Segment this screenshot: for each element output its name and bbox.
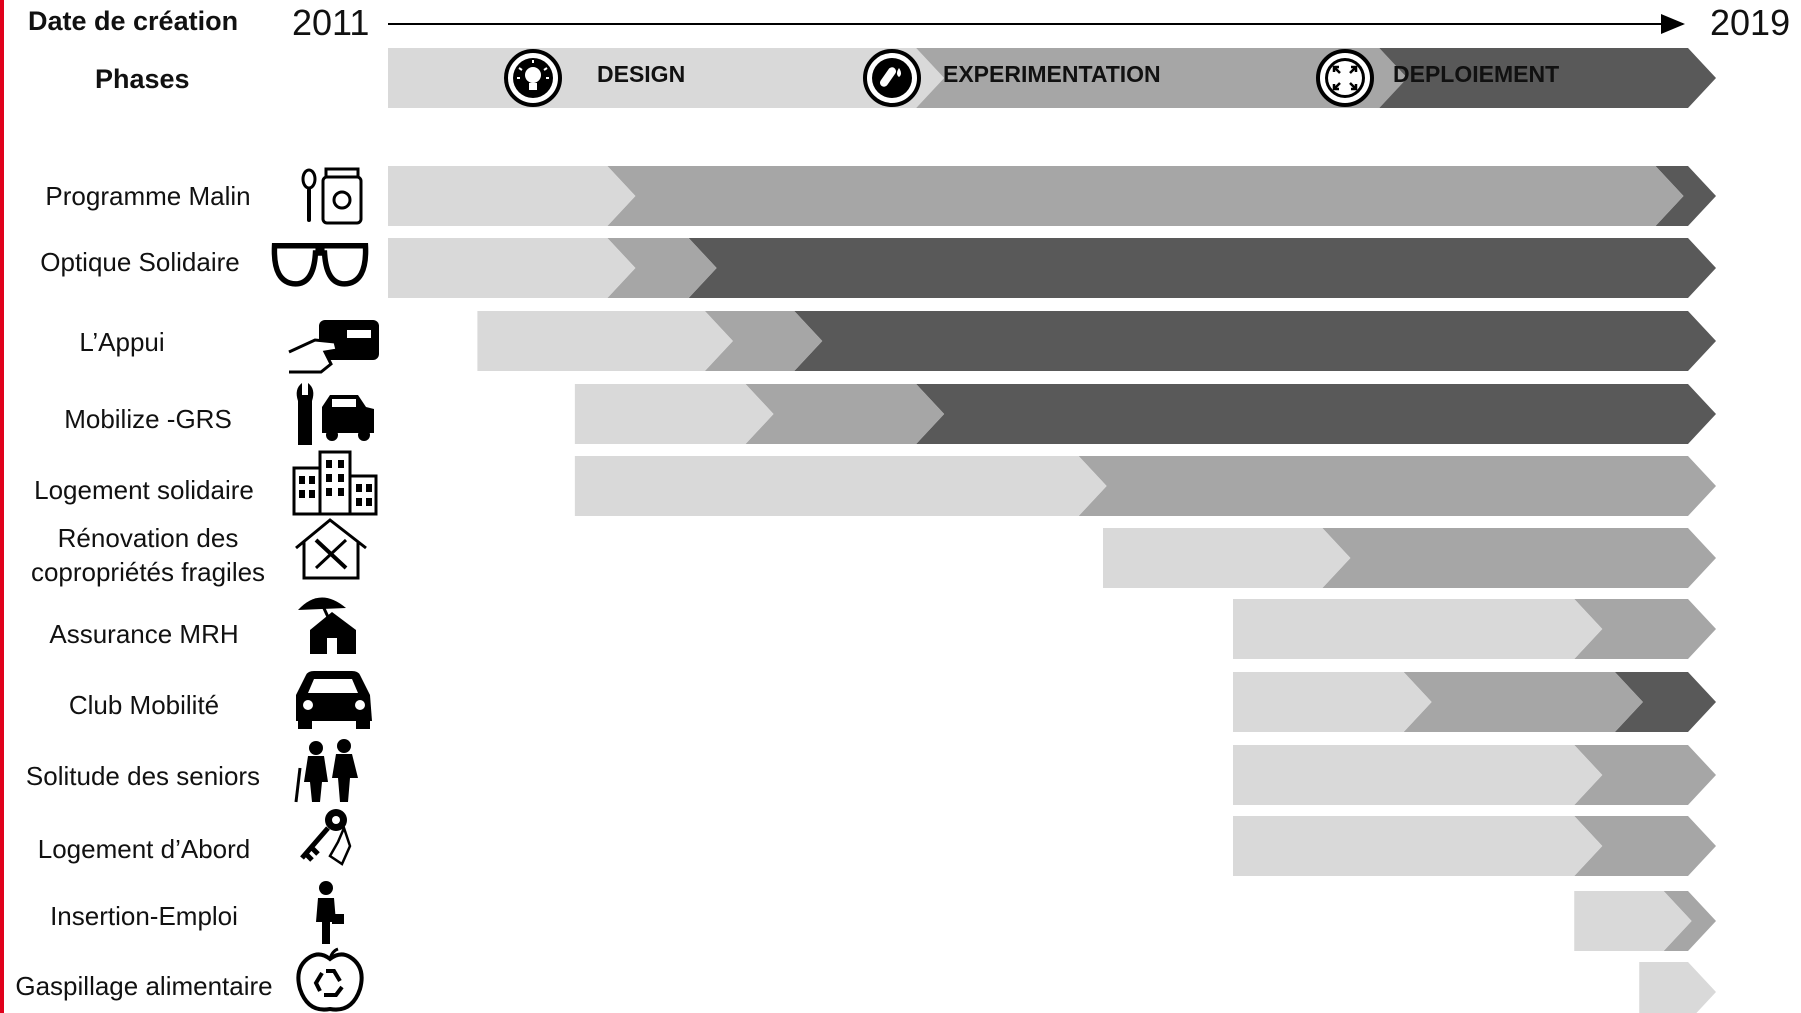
bar-segment-10-design xyxy=(1233,816,1602,876)
bar-segment-8-experimentation xyxy=(1404,672,1643,732)
project-label-programme-malin: Programme Malin xyxy=(45,181,251,211)
lightbulb-icon xyxy=(503,48,563,108)
bar-segment-12-design xyxy=(1639,962,1716,1013)
project-label-gaspillage: Gaspillage alimentaire xyxy=(15,971,273,1001)
test-tube-icon xyxy=(862,48,922,108)
project-bars xyxy=(388,166,1716,1013)
phases-label: Phases xyxy=(95,64,190,94)
project-label-logement-solidaire: Logement solidaire xyxy=(34,475,254,505)
bar-segment-7-design xyxy=(1233,599,1602,659)
project-label-logement-abord: Logement d’Abord xyxy=(37,834,251,864)
bar-segment-5-design xyxy=(575,456,1107,516)
project-label-club-mobilite: Club Mobilité xyxy=(68,690,220,720)
project-label-renovation: Rénovation des copropriétés fragiles xyxy=(30,523,266,587)
bar-segment-1-experimentation xyxy=(607,166,1683,226)
bar-segment-4-deploiement xyxy=(916,384,1716,444)
bar-segment-8-design xyxy=(1233,672,1432,732)
glasses-icon xyxy=(270,230,370,296)
end-year: 2019 xyxy=(1710,2,1791,43)
spoon-jar-icon xyxy=(290,163,390,229)
bar-segment-5-experimentation xyxy=(1079,456,1716,516)
bar-segment-2-design xyxy=(388,238,635,298)
date-creation-label: Date de création xyxy=(28,6,239,36)
house-umbrella-icon xyxy=(290,590,390,656)
phase-deploiement-label: DEPLOIEMENT xyxy=(1393,61,1560,87)
project-label-mobilize-grs: Mobilize -GRS xyxy=(64,404,232,434)
bar-segment-9-design xyxy=(1233,745,1602,805)
hand-card-icon xyxy=(285,312,385,378)
start-year: 2011 xyxy=(292,2,370,43)
worker-icon xyxy=(290,880,390,946)
bar-segment-4-experimentation xyxy=(746,384,945,444)
bar-segment-2-deploiement xyxy=(689,238,1716,298)
apple-recycle-icon xyxy=(290,947,390,1013)
house-tools-icon xyxy=(290,516,390,582)
bar-segment-6-design xyxy=(1103,528,1350,588)
wrench-car-icon xyxy=(290,381,390,447)
buildings-icon xyxy=(290,450,390,516)
expand-arrows-icon xyxy=(1315,48,1375,108)
key-icon xyxy=(290,806,390,872)
phase-experimentation-label: EXPERIMENTATION xyxy=(943,61,1161,87)
bar-segment-3-deploiement xyxy=(794,311,1716,371)
car-icon xyxy=(290,665,390,731)
seniors-icon xyxy=(286,738,386,804)
bar-segment-3-design xyxy=(477,311,733,371)
bar-segment-1-design xyxy=(388,166,635,226)
project-label-insertion-emploi: Insertion-Emploi xyxy=(50,901,238,931)
project-label-optique-solidaire: Optique Solidaire xyxy=(40,247,240,277)
project-label-solitude-seniors: Solitude des seniors xyxy=(25,761,261,791)
project-label-assurance-mrh: Assurance MRH xyxy=(49,619,239,649)
project-label-l-appui: L’Appui xyxy=(79,327,165,357)
phase-design-label: DESIGN xyxy=(597,61,686,87)
bar-segment-6-experimentation xyxy=(1322,528,1716,588)
bar-segment-4-design xyxy=(575,384,774,444)
